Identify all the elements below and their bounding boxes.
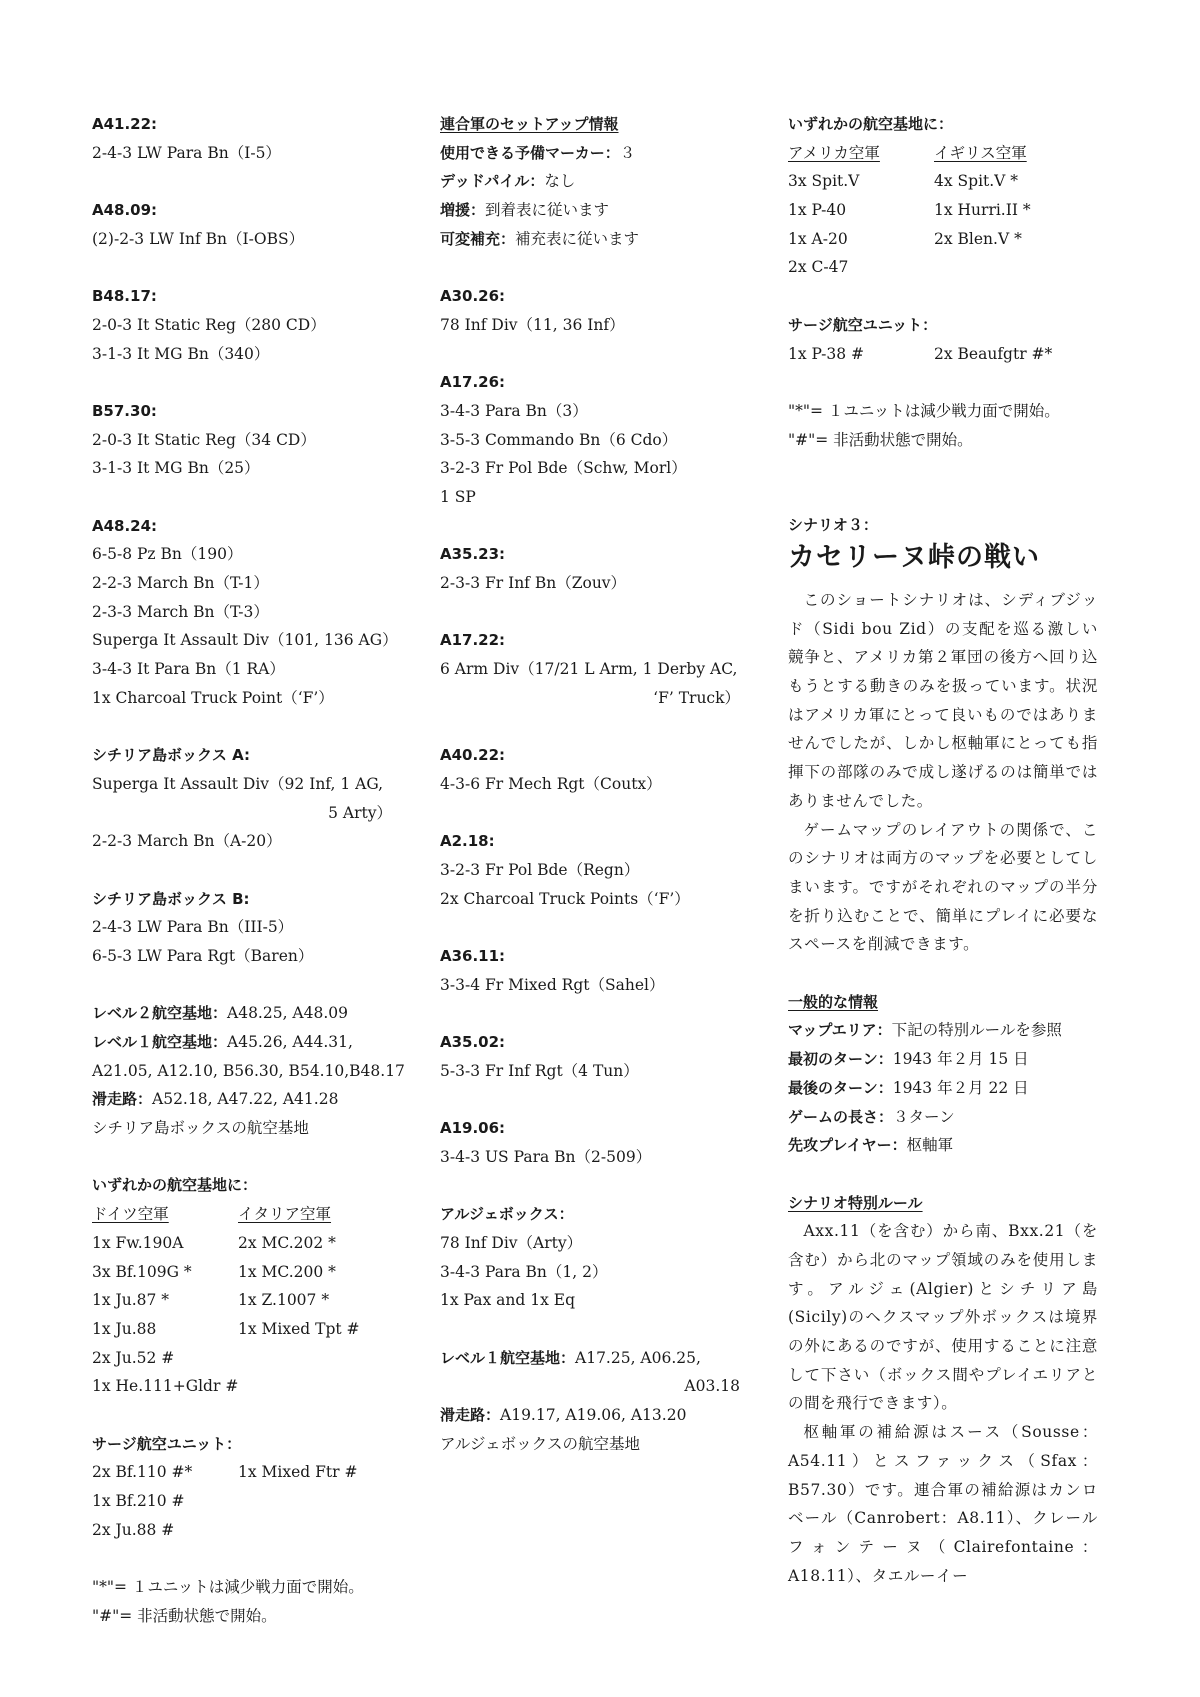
value-text: なし [544, 172, 576, 191]
unit-right: 1x MC.200 * [238, 1262, 336, 1281]
section-heading: B48.17: [92, 287, 157, 306]
section-heading: シチリア島ボックス A: [92, 746, 250, 765]
unit-left: 1x P-38 # [788, 344, 864, 363]
scenario-title: カセリーヌ峠の戦い [788, 541, 1040, 573]
section-heading: A40.22: [440, 746, 506, 765]
spacer [440, 1315, 740, 1344]
middle-column [440, 110, 740, 1458]
section-heading: A35.02: [440, 1033, 506, 1051]
text-line: 2x Ju.52 # [92, 1348, 175, 1367]
section-heading: A48.09: [92, 201, 158, 220]
text-line: Superga It Assault Div（92 Inf, 1 AG, [92, 774, 384, 793]
text-line: 6 Arm Div（17/21 L Arm, 1 Derby AC, [440, 660, 738, 679]
unit-left: 1x P-40 [788, 201, 847, 220]
unit-right: 1x Z.1007 * [238, 1291, 330, 1310]
key-value-line [92, 999, 392, 1028]
unit-right: 2x Blen.V * [934, 229, 1022, 248]
section-heading: サージ航空ユニット： [92, 1434, 242, 1453]
text-line: 2-0-3 It Static Reg（34 CD） [92, 430, 316, 449]
section-heading: 連合軍のセットアップ情報 [440, 115, 619, 133]
general-info-line [788, 1074, 1098, 1103]
text-line-continued: 5 Arty） [328, 803, 392, 822]
key-label: レベル２航空基地： [92, 1004, 228, 1023]
unit-right: 2x MC.202 * [238, 1233, 336, 1252]
key-value-line [440, 1401, 740, 1430]
key-label: デッドパイル： [440, 172, 545, 191]
text-line: 1 SP [440, 487, 476, 506]
spacer [440, 253, 740, 282]
text-line: 3-1-3 It MG Bn（340） [92, 344, 270, 363]
text-line: 3-2-3 Fr Pol Bde（Regn） [440, 860, 640, 879]
text-line: 2-4-3 LW Para Bn（I-5） [92, 143, 281, 162]
key-label: 増援： [440, 201, 486, 220]
section-heading: A48.24: [92, 516, 158, 535]
section-heading: A17.22: [440, 631, 506, 650]
spacer [92, 1143, 392, 1172]
text-line: 6-5-8 Pz Bn（190） [92, 545, 243, 564]
unit-left: 2x Bf.110 #* [92, 1463, 193, 1482]
text-line: 3-4-3 It Para Bn（1 RA） [92, 660, 285, 679]
section-heading: A35.23: [440, 545, 506, 564]
text-line-continued: ‘F’ Truck） [653, 688, 740, 707]
key-value-line [440, 225, 740, 254]
text-line: アルジェボックスの航空基地 [440, 1434, 641, 1453]
unit-right: 1x Mixed Ftr # [238, 1463, 358, 1482]
spacer [92, 1401, 392, 1430]
section-heading: いずれかの航空基地に： [92, 1176, 258, 1195]
value-text: A17.25, A06.25, [575, 1348, 701, 1367]
scenario-intro-2: ゲームマップのレイアウトの関係で、このシナリオは両方のマップを必要としてしまいます。ですがそれぞれのマップの半分を折り込むことで、簡単にプレイに必要なスペースを削減できます。 [788, 820, 1098, 954]
key-value-line [440, 167, 740, 196]
unit-pair [788, 167, 1098, 196]
spacer [440, 512, 740, 541]
text-line: 78 Inf Div（Arty） [440, 1233, 583, 1252]
key-value-line [440, 139, 740, 168]
value-text: A45.26, A44.31, [227, 1033, 353, 1051]
text-line: 4-3-6 Fr Mech Rgt（Coutx） [440, 774, 662, 793]
section-heading: サージ航空ユニット： [788, 315, 938, 334]
general-info-heading: 一般的な情報 [788, 992, 879, 1011]
value-text: 1943 年２月 22 日 [892, 1078, 1029, 1097]
right-column [788, 110, 1098, 1590]
key-label: 最後のターン： [788, 1078, 893, 1097]
spacer [440, 340, 740, 369]
text-line: 2-2-3 March Bn（A-20） [92, 832, 282, 851]
value-text: A19.17, A19.06, A13.20 [500, 1405, 687, 1424]
text-line: 1x He.111+Gldr # [92, 1377, 239, 1396]
text-line-continued: A03.18 [684, 1377, 740, 1396]
key-label: 最初のターン： [788, 1050, 893, 1069]
text-line: 2-3-3 Fr Inf Bn（Zouv） [440, 574, 627, 592]
value-text: 補充表に従います [515, 229, 640, 248]
text-line: 3-2-3 Fr Pol Bde（Schw, Morl） [440, 459, 687, 478]
unit-left: アメリカ空軍 [788, 143, 880, 162]
general-info-line [788, 1131, 1098, 1160]
unit-left: 1x Ju.88 [92, 1319, 157, 1338]
key-label: 可変補充： [440, 229, 516, 248]
section-heading: A2.18: [440, 832, 495, 851]
value-text: A48.25, A48.09 [227, 1004, 349, 1023]
spacer [92, 483, 392, 512]
unit-pair [788, 196, 1098, 225]
key-value-line [92, 1028, 392, 1057]
unit-right: 4x Spit.V * [934, 172, 1019, 191]
text-line: 2x Charcoal Truck Points（‘F’） [440, 889, 690, 908]
text-line: 2x Ju.88 # [92, 1520, 175, 1539]
key-label: 先攻プレイヤー： [788, 1136, 907, 1155]
spacer [788, 368, 1098, 397]
key-value-line [440, 196, 740, 225]
spacer [440, 1171, 740, 1200]
text-line: 3-1-3 It MG Bn（25） [92, 459, 260, 478]
unit-left: ドイツ空軍 [92, 1205, 169, 1224]
text-line: 3-4-3 Para Bn（3） [440, 401, 588, 420]
unit-pair [92, 1458, 392, 1487]
spacer [92, 712, 392, 741]
text-line: 78 Inf Div（11, 36 Inf） [440, 315, 625, 334]
unit-right: イタリア空軍 [238, 1205, 332, 1224]
key-label: レベル１航空基地： [92, 1033, 228, 1051]
text-line: A21.05, A12.10, B56.30, B54.10,B48.17 [92, 1061, 405, 1080]
text-line: (2)-2-3 LW Inf Bn（I-OBS） [92, 229, 305, 248]
spacer [440, 712, 740, 741]
section-heading: A30.26: [440, 287, 506, 306]
general-info-line [788, 1016, 1098, 1045]
text-line: "#"= 非活動状態で開始。 [788, 430, 973, 449]
key-label: マップエリア： [788, 1021, 892, 1040]
unit-pair [92, 1258, 392, 1287]
unit-right: 1x Hurri.II * [934, 201, 1031, 220]
key-value-line [440, 1344, 740, 1373]
unit-left: 3x Bf.109G * [92, 1262, 192, 1281]
general-info-line [788, 1103, 1098, 1132]
general-info-list [788, 1016, 1098, 1159]
section-heading: A41.22: [92, 115, 158, 133]
value-text: A52.18, A47.22, A41.28 [152, 1090, 339, 1109]
section-heading: A19.06: [440, 1119, 506, 1138]
unit-left: 3x Spit.V [788, 172, 860, 191]
text-line: Superga It Assault Div（101, 136 AG） [92, 631, 398, 650]
key-label: 滑走路： [92, 1090, 153, 1109]
unit-right: イギリス空軍 [934, 143, 1027, 162]
spacer [788, 282, 1098, 311]
allied-air-section [788, 110, 1098, 454]
key-label: 使用できる予備マーカー： [440, 143, 620, 162]
value-text: 枢軸軍 [906, 1136, 954, 1155]
value-text: ３ [619, 143, 636, 162]
scenario-intro-1: このショートシナリオは、シディブジッド（Sidi bou Zid）の支配を巡る激しい競争と、アメリカ第２軍団の後方へ回り込もうとする動きのみを扱っています。状況はアメリカ軍にとって良いものではありませんでしたが、しかし枢軸軍にとっても指揮下の部隊のみで成し遂げるのは簡単ではありませんでした。 [788, 590, 1098, 810]
key-label: ゲームの長さ： [788, 1107, 894, 1126]
text-line: 6-5-3 LW Para Rgt（Baren） [92, 946, 314, 965]
special-rules-heading: シナリオ特別ルール [788, 1193, 923, 1212]
text-line: 3-4-3 US Para Bn（2-509） [440, 1147, 652, 1166]
key-label: レベル１航空基地： [440, 1348, 576, 1367]
unit-pair [788, 225, 1098, 254]
text-line: 2-2-3 March Bn（T-1） [92, 574, 269, 592]
text-line: "*"= １ユニットは減少戦力面で開始。 [788, 401, 1060, 420]
unit-right: 2x Beaufgtr #* [934, 344, 1053, 363]
text-line: 3-3-4 Fr Mixed Rgt（Sahel） [440, 975, 665, 994]
text-line: 5-3-3 Fr Inf Rgt（4 Tun） [440, 1061, 639, 1080]
key-value-line [92, 1085, 392, 1114]
text-line: 2-3-3 March Bn（T-3） [92, 602, 269, 621]
spacer [92, 971, 392, 1000]
value-text: 1943 年２月 15 日 [892, 1050, 1029, 1069]
text-line: 1x Charcoal Truck Point（‘F’） [92, 688, 334, 707]
general-info-line [788, 1045, 1098, 1074]
spacer [440, 999, 740, 1028]
spacer [440, 799, 740, 828]
left-column [92, 110, 405, 1630]
scenario-label: シナリオ３： [788, 516, 878, 535]
text-line: シチリア島ボックスの航空基地 [92, 1119, 309, 1138]
unit-pair [92, 1315, 392, 1344]
text-line: 2x C-47 [788, 258, 849, 277]
special-rule-2: 枢軸軍の補給源はスース（Sousse：A54.11）とスファックス（Sfax：B57.30）です。連合軍の補給源はカンロベール（Canrobert：A8.11）、クレールフォンテーヌ（Clairefontaine：A18.11）、タエルーイー [788, 1423, 1098, 1585]
section-heading: いずれかの航空基地に： [788, 115, 954, 133]
spacer [92, 253, 392, 282]
unit-pair [92, 1286, 392, 1315]
spacer [92, 856, 392, 885]
text-line: 2-0-3 It Static Reg（280 CD） [92, 315, 326, 334]
spacer [92, 167, 392, 196]
air-force-header [788, 139, 1098, 168]
spacer [440, 1085, 740, 1114]
section-heading: A17.26: [440, 373, 506, 392]
spacer [92, 368, 392, 397]
unit-right: 1x Mixed Tpt # [238, 1319, 360, 1338]
text-line: 3-5-3 Commando Bn（6 Cdo） [440, 430, 678, 449]
spacer [92, 1544, 392, 1573]
text-line: 1x Bf.210 # [92, 1492, 185, 1510]
unit-left: 1x A-20 [788, 229, 848, 248]
unit-left: 1x Fw.190A [92, 1233, 184, 1252]
spacer [440, 913, 740, 942]
text-line: 1x Pax and 1x Eq [440, 1291, 576, 1310]
text-line: 2-4-3 LW Para Bn（III-5） [92, 918, 294, 937]
text-line: "*"= １ユニットは減少戦力面で開始。 [92, 1578, 364, 1597]
unit-left: 1x Ju.87 * [92, 1291, 170, 1310]
unit-pair [92, 1229, 392, 1258]
special-rule-1: Axx.11（を含む）から南、Bxx.21（を含む）から北のマップ領域のみを使用します。アルジェ(Algier)とシチリア島(Sicily)のヘクスマップ外ボックスは境界の外にあるのですが、使用することに注意して下さい（ボックス間やプレイエリアとの間を飛行できます）。 [788, 1222, 1098, 1413]
spacer [440, 598, 740, 627]
section-heading: アルジェボックス： [440, 1205, 574, 1224]
value-text: ３ターン [893, 1107, 955, 1126]
value-text: 下記の特別ルールを参照 [891, 1021, 1062, 1040]
section-heading: B57.30: [92, 401, 157, 420]
air-force-header [92, 1200, 392, 1229]
text-line: 3-4-3 Para Bn（1, 2） [440, 1262, 608, 1281]
section-heading: A36.11: [440, 946, 506, 965]
section-heading: シチリア島ボックス B: [92, 889, 250, 908]
text-line: "#"= 非活動状態で開始。 [92, 1606, 277, 1625]
value-text: 到着表に従います [485, 201, 610, 220]
unit-pair [788, 340, 1098, 369]
key-label: 滑走路： [440, 1405, 501, 1424]
